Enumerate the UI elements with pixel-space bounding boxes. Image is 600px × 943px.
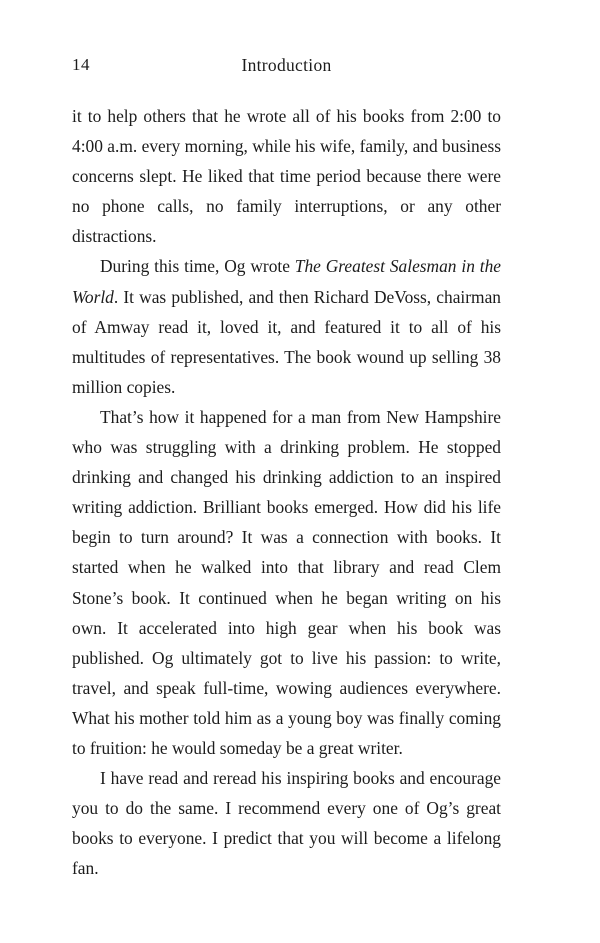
paragraph-2 — [72, 251, 501, 401]
paragraph-1: it to help others that he wrote all of his books from 2:00 to 4:00 a.m. every morning, while his wife, family, and business concerns slept. He liked that time period because there were no phone calls, no family interruptions, or any other distractions. — [72, 106, 501, 247]
paragraph-4: I have read and reread his inspiring books and encourage you to do the same. I recommend every one of Og’s great books to everyone. I predict that you will become a lifelong fan. — [72, 768, 501, 879]
book-title: The Greatest Salesman in the World — [72, 256, 501, 307]
body-text — [72, 101, 501, 883]
paragraph-2-after: . It was published, and then Richard DeVoss, chairman of Amway read it, loved it, and featured it to all of his multitudes of representatives. The book wound up selling 38 million copies. — [72, 286, 501, 397]
paragraph-2-before: During this time, Og wrote — [100, 256, 295, 277]
paragraph-3: That’s how it happened for a man from New Hampshire who was struggling with a drinking problem. He stopped drinking and changed his drinking addiction to an inspired writing addiction. Brilliant books emerged. How did his life begin to turn around? It was a connection with books. It started when he walked into that library and read Clem Stone’s book. It continued when he began writing on his own. It accelerated into high gear when his book was published. Og ultimately got to live his passion: to write, travel, and speak full-time, wowing audiences everywhere. What his mother told him as a young boy was finally coming to fruition: he would someday be a great writer. — [72, 406, 501, 758]
chapter-title: Introduction — [241, 55, 332, 75]
page-number: 14 — [72, 55, 90, 74]
running-head — [72, 55, 501, 79]
